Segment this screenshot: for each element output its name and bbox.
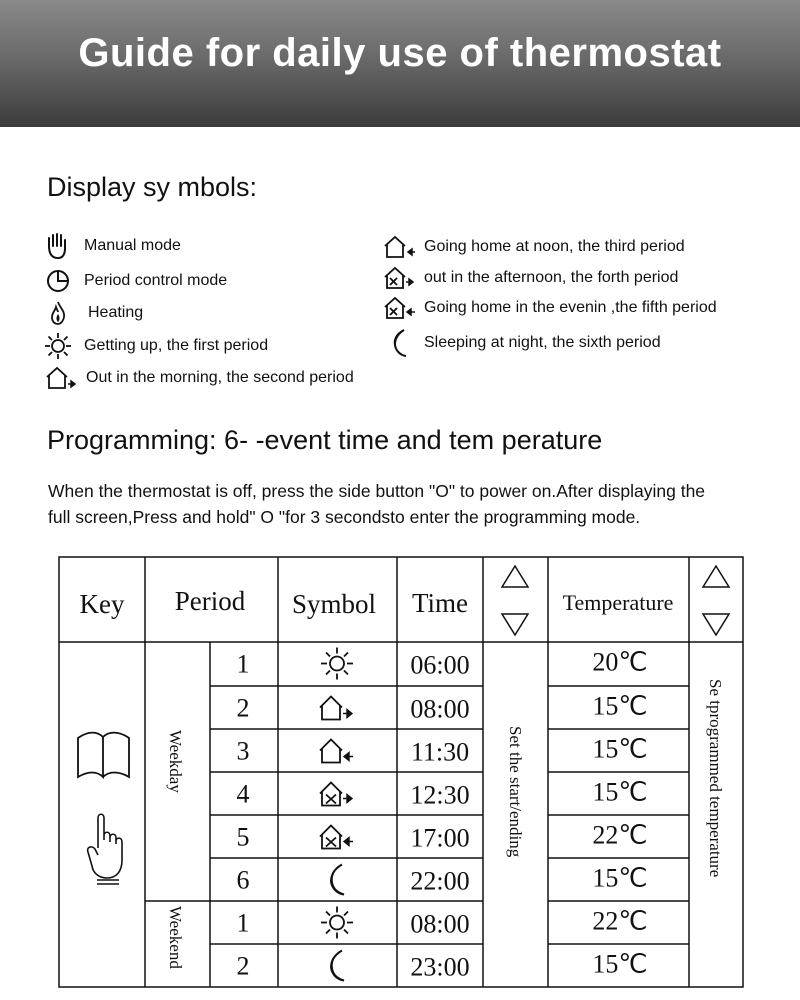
table-row (237, 692, 648, 724)
header-temperature: Temperature (562, 590, 674, 615)
header-symbol: Symbol (291, 589, 377, 619)
time-value: 23:00 (410, 952, 470, 982)
symbol-label: out in the afternoon, the forth period (424, 269, 679, 286)
table-row (237, 778, 648, 810)
temperature-value: 22℃ (592, 820, 648, 850)
weekday-label: Weekday (166, 730, 185, 793)
programming-heading: Programming: 6- -event time and tem perature (47, 425, 603, 455)
time-adjust-arrows (502, 566, 528, 635)
intro-line-1: When the thermostat is off, press the side button "O" to power on.After displaying the (48, 481, 706, 501)
house-arrow-in-icon (320, 740, 353, 763)
title-banner (0, 0, 800, 127)
up-triangle-icon (502, 566, 528, 587)
symbol-row-home-evening (382, 294, 717, 322)
period-number: 5 (236, 822, 250, 852)
symbol-label: Out in the morning, the second period (86, 369, 354, 386)
book-icon (78, 733, 129, 777)
sun-icon (321, 907, 353, 939)
up-triangle-icon (703, 566, 729, 587)
temp-note: Se tprogrammed temperature (706, 679, 725, 878)
time-value: 17:00 (410, 823, 470, 853)
time-value: 08:00 (410, 694, 470, 724)
down-triangle-icon (703, 614, 729, 635)
symbol-label: Going home in the evenin ,the fifth period (424, 299, 717, 316)
symbol-label: Manual mode (84, 237, 181, 254)
intro-text (48, 478, 778, 530)
table-row (237, 907, 648, 939)
house-x-in-icon (382, 294, 416, 322)
header-time: Time (411, 588, 469, 618)
weekend-label: Weekend (166, 906, 185, 969)
period-number: 6 (236, 865, 250, 895)
temperature-value: 15℃ (592, 949, 648, 979)
symbol-label: Period control mode (84, 272, 228, 289)
moon-icon (382, 329, 416, 357)
temperature-value: 22℃ (592, 906, 648, 936)
symbol-label: Sleeping at night, the sixth period (424, 334, 661, 351)
period-number: 2 (236, 951, 250, 981)
house-x-out-icon (382, 264, 416, 292)
table-row (237, 950, 648, 982)
table-row (237, 735, 648, 767)
symbol-label: Getting up, the first period (84, 337, 269, 354)
time-note: Set the start/ending (506, 726, 525, 858)
period-number: 1 (236, 649, 250, 679)
temperature-value: 20℃ (592, 647, 648, 677)
time-value: 11:30 (410, 737, 470, 767)
time-value: 12:30 (410, 780, 470, 810)
time-value: 22:00 (410, 866, 470, 896)
time-value: 06:00 (410, 650, 470, 680)
house-arrow-out-icon (44, 364, 78, 392)
symbol-label: Heating (88, 304, 144, 321)
time-value: 08:00 (410, 909, 470, 939)
symbol-row-sleeping (382, 329, 661, 357)
sun-icon (44, 332, 72, 360)
symbol-row-home-noon (382, 233, 685, 261)
table-row (237, 821, 648, 853)
clock-icon (44, 267, 72, 295)
period-number: 3 (236, 736, 250, 766)
symbol-row-out-morning (44, 364, 354, 392)
temperature-value: 15℃ (592, 777, 648, 807)
house-arrow-out-icon (320, 697, 352, 720)
symbol-row-out-afternoon (382, 264, 678, 292)
table-row (237, 648, 648, 680)
down-triangle-icon (502, 614, 528, 635)
header-key: Key (79, 589, 125, 619)
temp-adjust-arrows (703, 566, 729, 635)
moon-icon (331, 951, 344, 981)
temperature-value: 15℃ (592, 863, 648, 893)
symbol-row-period-control (44, 267, 227, 295)
house-arrow-in-icon (382, 233, 416, 261)
symbol-row-manual (44, 232, 181, 260)
symbol-row-getting-up (44, 332, 268, 360)
hand-icon (44, 232, 72, 260)
period-number: 2 (236, 693, 250, 723)
house-x-in-icon (320, 826, 353, 849)
period-number: 1 (236, 908, 250, 938)
header-period: Period (174, 586, 246, 616)
temperature-value: 15℃ (592, 691, 648, 721)
symbol-label: Going home at noon, the third period (424, 238, 685, 255)
symbol-row-heating (44, 299, 143, 327)
sun-icon (321, 648, 353, 680)
period-number: 4 (236, 779, 250, 809)
symbols-heading: Display sy mbols: (47, 172, 258, 202)
page-title: Guide for daily use of thermostat (78, 31, 722, 75)
moon-icon (331, 865, 344, 895)
flame-icon (44, 299, 72, 327)
house-x-out-icon (320, 783, 352, 806)
pointing-hand-icon (88, 814, 122, 884)
intro-line-2: full screen,Press and hold" O "for 3 secondsto enter the programming mode. (48, 507, 641, 527)
temperature-value: 15℃ (592, 734, 648, 764)
table-row (237, 864, 648, 896)
